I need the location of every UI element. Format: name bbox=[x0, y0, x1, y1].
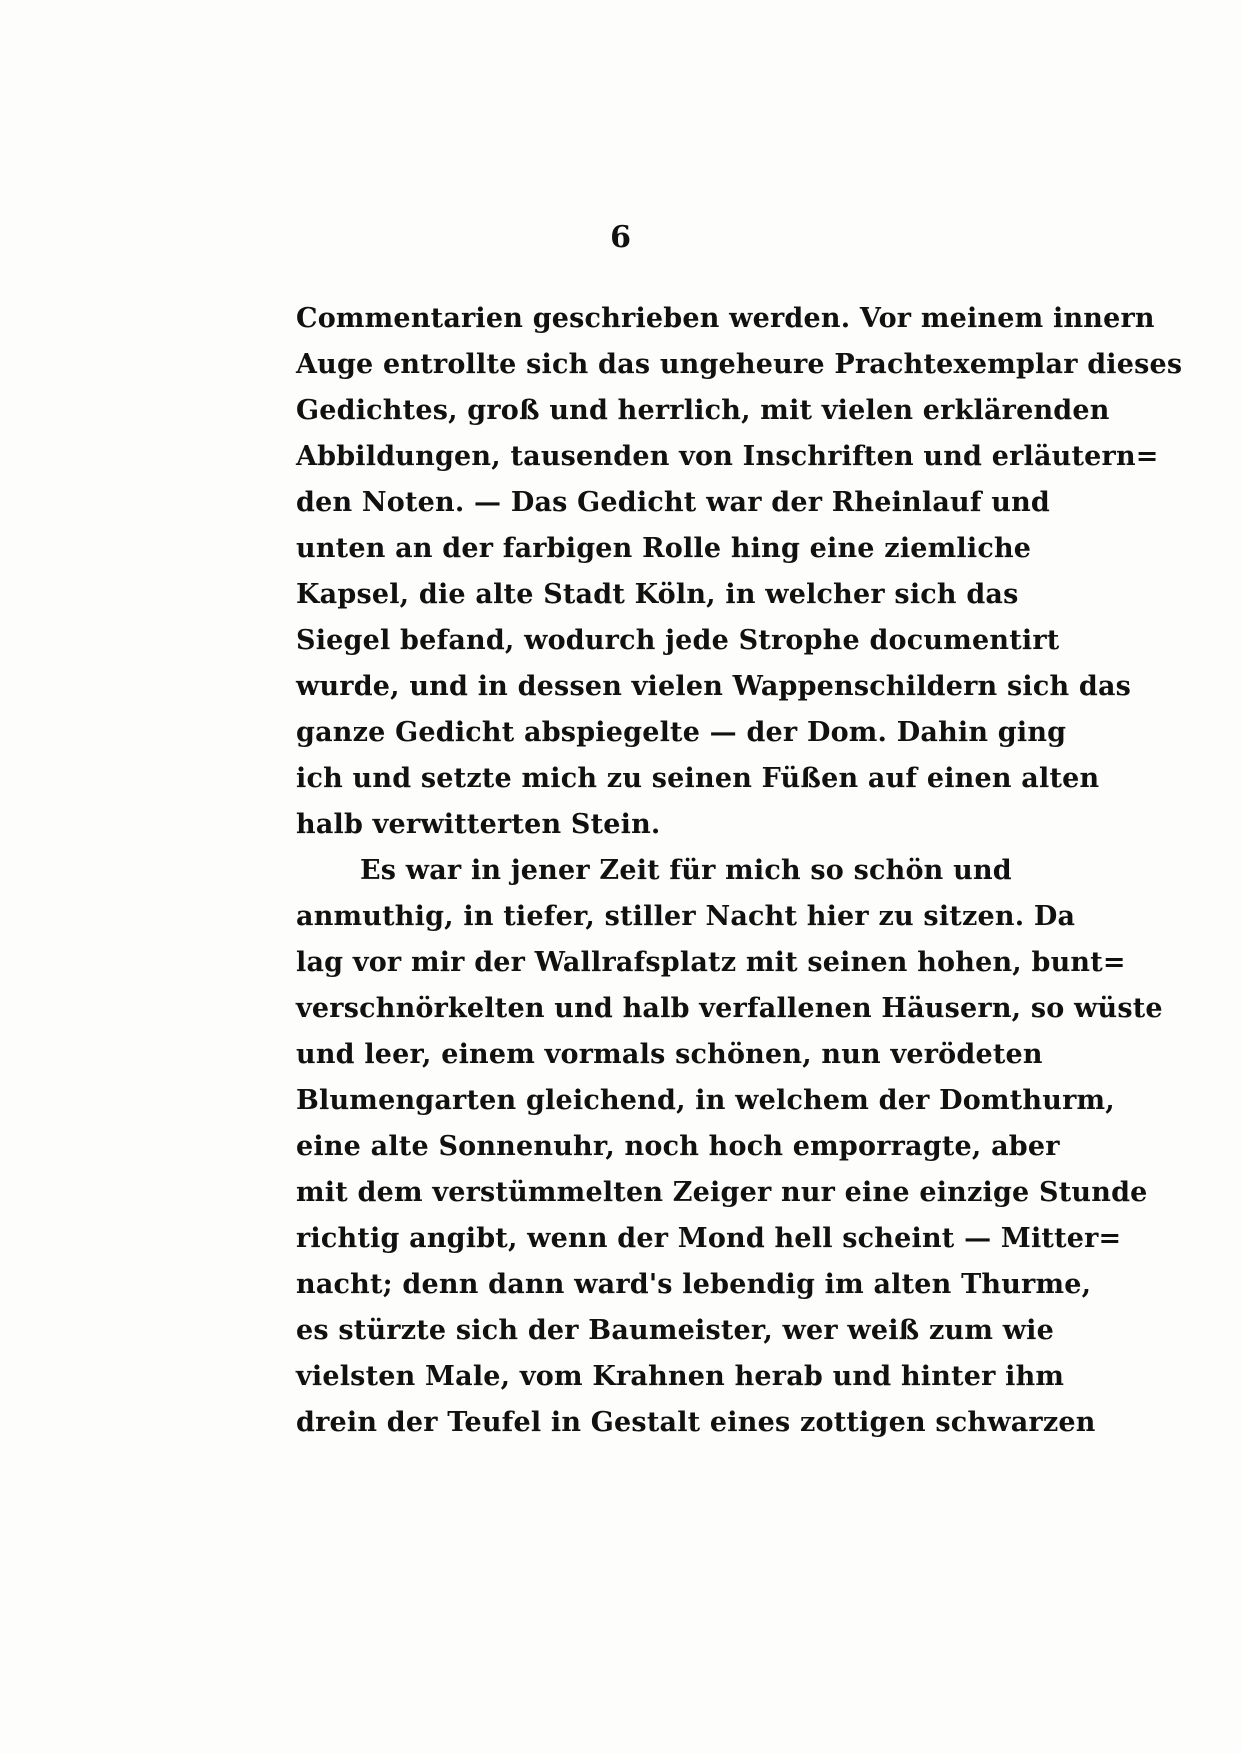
text-line: anmuthig, in tiefer, stiller Nacht hier zu sitzen. Da bbox=[296, 901, 1076, 932]
page-number: 6 bbox=[610, 220, 631, 255]
text-line: nacht; denn dann ward's lebendig im alten Thurme, bbox=[296, 1269, 1092, 1300]
text-line: ganze Gedicht abspiegelte — der Dom. Dahin ging bbox=[296, 717, 1067, 748]
text-line: und leer, einem vormals schönen, nun verödeten bbox=[296, 1039, 1043, 1070]
text-line: richtig angibt, wenn der Mond hell scheint — Mitter= bbox=[296, 1223, 1122, 1254]
text-line: eine alte Sonnenuhr, noch hoch emporragte, aber bbox=[296, 1131, 1060, 1162]
text-line: lag vor mir der Wallrafsplatz mit seinen hohen, bunt= bbox=[296, 947, 1126, 978]
text-line: drein der Teufel in Gestalt eines zottigen schwarzen bbox=[296, 1407, 1096, 1438]
text-line: Commentarien geschrieben werden. Vor meinem innern bbox=[296, 303, 1155, 334]
paragraph-1 bbox=[296, 296, 1183, 848]
text-line: Auge entrollte sich das ungeheure Prachtexemplar dieses bbox=[296, 349, 1183, 380]
text-line: Abbildungen, tausenden von Inschriften und erläutern= bbox=[296, 441, 1159, 472]
text-line: Blumengarten gleichend, in welchem der Domthurm, bbox=[296, 1085, 1115, 1116]
text-line: Gedichtes, groß und herrlich, mit vielen erklärenden bbox=[296, 395, 1110, 426]
text-line: es stürzte sich der Baumeister, wer weiß zum wie bbox=[296, 1315, 1055, 1346]
text-line: unten an der farbigen Rolle hing eine ziemliche bbox=[296, 533, 1032, 564]
text-line: Siegel befand, wodurch jede Strophe documentirt bbox=[296, 625, 1060, 656]
paragraph-2 bbox=[296, 848, 1163, 1446]
text-line: ich und setzte mich zu seinen Füßen auf einen alten bbox=[296, 763, 1100, 794]
text-line: den Noten. — Das Gedicht war der Rheinlauf und bbox=[296, 487, 1050, 518]
text-line: vielsten Male, vom Krahnen herab und hinter ihm bbox=[296, 1361, 1065, 1392]
text-line: Es war in jener Zeit für mich so schön und bbox=[360, 855, 1012, 886]
text-line: mit dem verstümmelten Zeiger nur eine einzige Stunde bbox=[296, 1177, 1148, 1208]
text-line: verschnörkelten und halb verfallenen Häusern, so wüste bbox=[296, 993, 1163, 1024]
text-line: Kapsel, die alte Stadt Köln, in welcher sich das bbox=[296, 579, 1019, 610]
body-text bbox=[296, 296, 1183, 1446]
text-line: halb verwitterten Stein. bbox=[296, 809, 661, 840]
text-line: wurde, und in dessen vielen Wappenschildern sich das bbox=[296, 671, 1132, 702]
